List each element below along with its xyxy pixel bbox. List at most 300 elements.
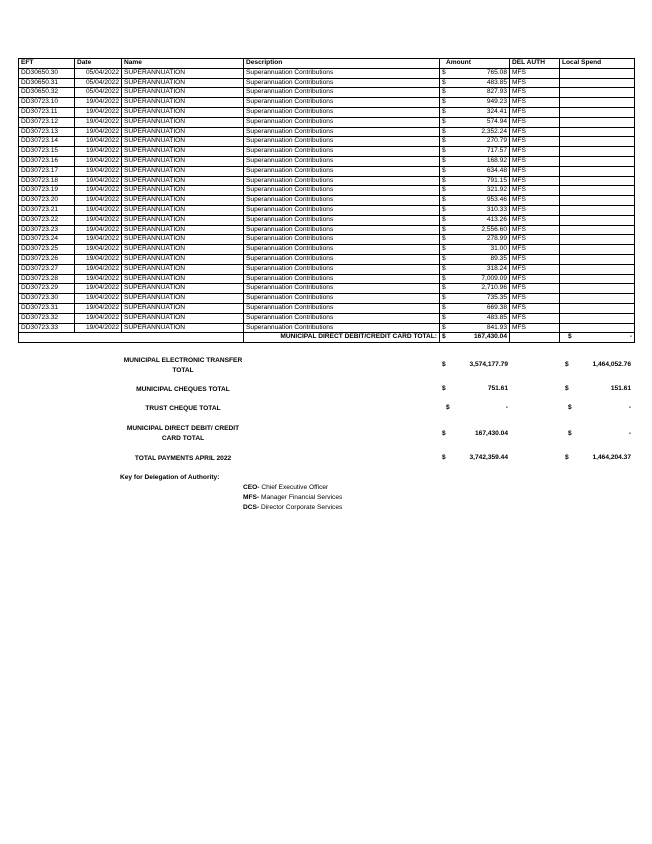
description-cell: Superannuation Contributions — [244, 284, 440, 294]
amount-value: 827.93 — [486, 88, 507, 96]
delegation-code: MFS- — [243, 494, 260, 501]
date-cell: 19/04/2022 — [75, 303, 122, 313]
currency-symbol: $ — [442, 274, 446, 282]
description-cell: Superannuation Contributions — [244, 137, 440, 147]
currency-symbol: $ — [442, 215, 446, 223]
amount-cell — [440, 166, 510, 176]
date-cell: 19/04/2022 — [75, 313, 122, 323]
summary-currency: $ — [442, 361, 446, 368]
local-spend-cell — [560, 303, 635, 313]
eft-cell: DD30723.17 — [19, 166, 75, 176]
del-auth-cell: MFS — [510, 78, 560, 88]
local-spend-cell — [560, 254, 635, 264]
date-cell: 19/04/2022 — [75, 284, 122, 294]
currency-symbol: $ — [442, 157, 446, 165]
del-auth-cell: MFS — [510, 196, 560, 206]
summary-currency-local: $ — [565, 361, 569, 368]
table-row — [19, 254, 635, 264]
table-row — [19, 186, 635, 196]
amount-value: 318.24 — [486, 264, 507, 272]
amount-cell — [440, 235, 510, 245]
summary-value: 167,430.04 — [474, 430, 508, 437]
delegation-description: Director Corporate Services — [259, 504, 343, 511]
description-cell: Superannuation Contributions — [244, 166, 440, 176]
summary-currency-local: $ — [568, 430, 572, 437]
eft-cell: DD30723.33 — [19, 323, 75, 333]
del-auth-cell: MFS — [510, 156, 560, 166]
name-cell: SUPERANNUATION — [122, 294, 244, 304]
table-row — [19, 323, 635, 333]
local-spend-cell — [560, 176, 635, 186]
date-cell: 19/04/2022 — [75, 254, 122, 264]
table-row — [19, 78, 635, 88]
local-spend-cell — [560, 78, 635, 88]
currency-symbol: $ — [442, 78, 446, 86]
date-cell: 19/04/2022 — [75, 137, 122, 147]
column-header-name: Name — [122, 59, 244, 69]
currency-symbol: $ — [442, 323, 446, 331]
payments-table — [18, 58, 635, 343]
local-spend-cell — [560, 117, 635, 127]
table-row — [19, 196, 635, 206]
currency-symbol: $ — [442, 196, 446, 204]
local-spend-cell — [560, 68, 635, 78]
amount-value: 483.85 — [486, 313, 507, 321]
date-cell: 19/04/2022 — [75, 186, 122, 196]
date-cell: 05/04/2022 — [75, 68, 122, 78]
amount-cell — [440, 303, 510, 313]
del-auth-cell: MFS — [510, 313, 560, 323]
amount-cell — [440, 107, 510, 117]
table-total-local-currency: $ — [568, 333, 572, 341]
del-auth-cell: MFS — [510, 245, 560, 255]
description-cell: Superannuation Contributions — [244, 117, 440, 127]
table-row — [19, 264, 635, 274]
amount-cell — [440, 68, 510, 78]
summary-label: MUNICIPAL DIRECT DEBIT/ CREDIT CARD TOTAL — [126, 425, 240, 442]
eft-cell: DD30650.30 — [19, 68, 75, 78]
table-row — [19, 137, 635, 147]
date-cell: 19/04/2022 — [75, 117, 122, 127]
name-cell: SUPERANNUATION — [122, 166, 244, 176]
currency-symbol: $ — [442, 68, 446, 76]
table-row — [19, 225, 635, 235]
table-row — [19, 215, 635, 225]
amount-value: 717.57 — [486, 147, 507, 155]
name-cell: SUPERANNUATION — [122, 176, 244, 186]
amount-cell — [440, 245, 510, 255]
table-row — [19, 166, 635, 176]
del-auth-cell: MFS — [510, 176, 560, 186]
amount-value: 2,710.96 — [481, 284, 507, 292]
eft-cell: DD30723.26 — [19, 254, 75, 264]
local-spend-cell — [560, 205, 635, 215]
delegation-key-item — [243, 484, 328, 491]
table-total-row — [19, 333, 635, 343]
table-row — [19, 88, 635, 98]
date-cell: 19/04/2022 — [75, 107, 122, 117]
table-row — [19, 127, 635, 137]
amount-cell — [440, 196, 510, 206]
currency-symbol: $ — [442, 284, 446, 292]
del-auth-cell: MFS — [510, 205, 560, 215]
local-spend-cell — [560, 284, 635, 294]
amount-value: 735.35 — [486, 294, 507, 302]
eft-cell: DD30723.25 — [19, 245, 75, 255]
del-auth-cell: MFS — [510, 323, 560, 333]
table-total-amount: 167,430.04 — [473, 333, 507, 341]
name-cell: SUPERANNUATION — [122, 264, 244, 274]
local-spend-cell — [560, 294, 635, 304]
date-cell: 19/04/2022 — [75, 205, 122, 215]
delegation-key-item — [243, 494, 342, 501]
del-auth-cell: MFS — [510, 215, 560, 225]
local-spend-cell — [560, 274, 635, 284]
amount-cell — [440, 186, 510, 196]
del-auth-cell: MFS — [510, 303, 560, 313]
description-cell: Superannuation Contributions — [244, 186, 440, 196]
description-cell: Superannuation Contributions — [244, 235, 440, 245]
description-cell: Superannuation Contributions — [244, 274, 440, 284]
eft-cell: DD30723.32 — [19, 313, 75, 323]
eft-cell: DD30723.18 — [19, 176, 75, 186]
eft-cell: DD30723.11 — [19, 107, 75, 117]
column-header-local-spend: Local Spend — [560, 59, 635, 69]
table-total-amount-cell — [440, 333, 510, 343]
summary-currency: $ — [446, 404, 450, 411]
table-row — [19, 68, 635, 78]
description-cell: Superannuation Contributions — [244, 264, 440, 274]
amount-value: 2,352.24 — [481, 127, 507, 135]
column-header-eft: EFT — [19, 59, 75, 69]
summary-label: MUNICIPAL CHEQUES TOTAL — [136, 386, 230, 393]
table-row — [19, 313, 635, 323]
eft-cell: DD30723.22 — [19, 215, 75, 225]
payments-table-body — [19, 68, 635, 333]
name-cell: SUPERANNUATION — [122, 156, 244, 166]
summary-currency-local: $ — [565, 385, 569, 392]
table-row — [19, 107, 635, 117]
eft-cell: DD30723.30 — [19, 294, 75, 304]
summary-value-local: 151.61 — [610, 385, 631, 392]
amount-cell — [440, 264, 510, 274]
currency-symbol: $ — [442, 206, 446, 214]
local-spend-cell — [560, 147, 635, 157]
del-auth-cell: MFS — [510, 186, 560, 196]
description-cell: Superannuation Contributions — [244, 313, 440, 323]
date-cell: 19/04/2022 — [75, 166, 122, 176]
table-header-row — [19, 59, 635, 69]
date-cell: 19/04/2022 — [75, 196, 122, 206]
del-auth-cell: MFS — [510, 294, 560, 304]
column-header-del-auth: DEL AUTH — [510, 59, 560, 69]
name-cell: SUPERANNUATION — [122, 303, 244, 313]
summary-value-local: - — [628, 404, 631, 411]
eft-cell: DD30723.15 — [19, 147, 75, 157]
currency-symbol: $ — [442, 225, 446, 233]
date-cell: 19/04/2022 — [75, 127, 122, 137]
description-cell: Superannuation Contributions — [244, 68, 440, 78]
local-spend-cell — [560, 88, 635, 98]
date-cell: 19/04/2022 — [75, 156, 122, 166]
name-cell: SUPERANNUATION — [122, 107, 244, 117]
amount-cell — [440, 156, 510, 166]
delegation-code: CEO- — [243, 484, 260, 491]
del-auth-cell: MFS — [510, 225, 560, 235]
column-header-description: Description — [244, 59, 440, 69]
amount-value: 953.46 — [486, 196, 507, 204]
eft-cell: DD30723.13 — [19, 127, 75, 137]
date-cell: 05/04/2022 — [75, 88, 122, 98]
amount-value: 791.15 — [486, 176, 507, 184]
amount-cell — [440, 98, 510, 108]
currency-symbol: $ — [442, 313, 446, 321]
local-spend-cell — [560, 196, 635, 206]
amount-value: 574.94 — [486, 117, 507, 125]
currency-symbol: $ — [442, 294, 446, 302]
name-cell: SUPERANNUATION — [122, 68, 244, 78]
description-cell: Superannuation Contributions — [244, 196, 440, 206]
amount-value: 669.38 — [486, 304, 507, 312]
name-cell: SUPERANNUATION — [122, 78, 244, 88]
del-auth-cell: MFS — [510, 98, 560, 108]
local-spend-cell — [560, 313, 635, 323]
local-spend-cell — [560, 264, 635, 274]
summary-label: TRUST CHEQUE TOTAL — [145, 405, 221, 412]
del-auth-cell: MFS — [510, 284, 560, 294]
amount-cell — [440, 225, 510, 235]
table-total-local-cell — [560, 333, 635, 343]
description-cell: Superannuation Contributions — [244, 323, 440, 333]
description-cell: Superannuation Contributions — [244, 303, 440, 313]
name-cell: SUPERANNUATION — [122, 196, 244, 206]
currency-symbol: $ — [442, 108, 446, 116]
table-row — [19, 156, 635, 166]
local-spend-cell — [560, 107, 635, 117]
amount-cell — [440, 147, 510, 157]
local-spend-cell — [560, 127, 635, 137]
summary-value: 3,574,177.79 — [469, 361, 508, 368]
date-cell: 19/04/2022 — [75, 294, 122, 304]
column-header-date: Date — [75, 59, 122, 69]
local-spend-cell — [560, 245, 635, 255]
name-cell: SUPERANNUATION — [122, 323, 244, 333]
amount-value: 168.92 — [486, 157, 507, 165]
del-auth-cell: MFS — [510, 274, 560, 284]
name-cell: SUPERANNUATION — [122, 205, 244, 215]
date-cell: 19/04/2022 — [75, 147, 122, 157]
local-spend-cell — [560, 137, 635, 147]
amount-value: 2,556.60 — [481, 225, 507, 233]
description-cell: Superannuation Contributions — [244, 98, 440, 108]
name-cell: SUPERANNUATION — [122, 225, 244, 235]
summary-value-local: 1,464,052.76 — [592, 361, 631, 368]
amount-cell — [440, 205, 510, 215]
eft-cell: DD30723.10 — [19, 98, 75, 108]
amount-value: 841.93 — [486, 323, 507, 331]
del-auth-cell: MFS — [510, 254, 560, 264]
table-row — [19, 176, 635, 186]
table-row — [19, 98, 635, 108]
name-cell: SUPERANNUATION — [122, 98, 244, 108]
del-auth-cell: MFS — [510, 264, 560, 274]
eft-cell: DD30723.12 — [19, 117, 75, 127]
amount-value: 483.85 — [486, 78, 507, 86]
summary-currency: $ — [442, 454, 446, 461]
del-auth-cell: MFS — [510, 137, 560, 147]
name-cell: SUPERANNUATION — [122, 88, 244, 98]
amount-cell — [440, 274, 510, 284]
name-cell: SUPERANNUATION — [122, 313, 244, 323]
eft-cell: DD30723.28 — [19, 274, 75, 284]
local-spend-cell — [560, 323, 635, 333]
amount-value: 89.35 — [490, 255, 507, 263]
description-cell: Superannuation Contributions — [244, 147, 440, 157]
amount-cell — [440, 215, 510, 225]
delegation-key-item — [243, 504, 342, 511]
eft-cell: DD30723.24 — [19, 235, 75, 245]
local-spend-cell — [560, 215, 635, 225]
currency-symbol: $ — [442, 304, 446, 312]
local-spend-cell — [560, 186, 635, 196]
description-cell: Superannuation Contributions — [244, 78, 440, 88]
delegation-code: DCS- — [243, 504, 260, 511]
description-cell: Superannuation Contributions — [244, 205, 440, 215]
del-auth-cell: MFS — [510, 117, 560, 127]
summary-value-local: - — [628, 430, 631, 437]
name-cell: SUPERANNUATION — [122, 147, 244, 157]
name-cell: SUPERANNUATION — [122, 284, 244, 294]
name-cell: SUPERANNUATION — [122, 127, 244, 137]
amount-value: 324.41 — [486, 108, 507, 116]
summary-value: 751.61 — [487, 385, 508, 392]
delegation-description: Manager Financial Services — [259, 494, 343, 501]
table-row — [19, 147, 635, 157]
table-row — [19, 245, 635, 255]
description-cell: Superannuation Contributions — [244, 88, 440, 98]
table-total-currency: $ — [442, 333, 446, 341]
date-cell: 19/04/2022 — [75, 235, 122, 245]
name-cell: SUPERANNUATION — [122, 137, 244, 147]
table-row — [19, 284, 635, 294]
eft-cell: DD30723.21 — [19, 205, 75, 215]
currency-symbol: $ — [442, 166, 446, 174]
del-auth-cell: MFS — [510, 107, 560, 117]
name-cell: SUPERANNUATION — [122, 235, 244, 245]
currency-symbol: $ — [442, 88, 446, 96]
date-cell: 19/04/2022 — [75, 245, 122, 255]
summary-label: TOTAL PAYMENTS APRIL 2022 — [134, 455, 232, 462]
date-cell: 19/04/2022 — [75, 225, 122, 235]
amount-value: 413.26 — [486, 215, 507, 223]
currency-symbol: $ — [442, 176, 446, 184]
name-cell: SUPERANNUATION — [122, 117, 244, 127]
amount-value: 949.23 — [486, 98, 507, 106]
currency-symbol: $ — [442, 117, 446, 125]
currency-symbol: $ — [442, 137, 446, 145]
currency-symbol: $ — [442, 147, 446, 155]
amount-cell — [440, 323, 510, 333]
del-auth-cell: MFS — [510, 147, 560, 157]
amount-value: 765.08 — [486, 68, 507, 76]
name-cell: SUPERANNUATION — [122, 274, 244, 284]
name-cell: SUPERANNUATION — [122, 254, 244, 264]
eft-cell: DD30723.29 — [19, 284, 75, 294]
table-row — [19, 294, 635, 304]
summary-value: - — [505, 404, 508, 411]
summary-currency-local: $ — [565, 454, 569, 461]
summary-label: MUNICIPAL ELECTRONIC TRANSFER TOTAL — [123, 357, 243, 374]
amount-value: 321.92 — [486, 186, 507, 194]
description-cell: Superannuation Contributions — [244, 254, 440, 264]
date-cell: 19/04/2022 — [75, 176, 122, 186]
date-cell: 05/04/2022 — [75, 78, 122, 88]
eft-cell: DD30723.16 — [19, 156, 75, 166]
del-auth-cell: MFS — [510, 235, 560, 245]
del-auth-cell: MFS — [510, 127, 560, 137]
date-cell: 19/04/2022 — [75, 215, 122, 225]
name-cell: SUPERANNUATION — [122, 245, 244, 255]
amount-cell — [440, 127, 510, 137]
table-row — [19, 303, 635, 313]
summary-currency-local: $ — [568, 404, 572, 411]
amount-cell — [440, 78, 510, 88]
amount-cell — [440, 137, 510, 147]
eft-cell: DD30723.23 — [19, 225, 75, 235]
description-cell: Superannuation Contributions — [244, 156, 440, 166]
currency-symbol: $ — [442, 98, 446, 106]
local-spend-cell — [560, 166, 635, 176]
local-spend-cell — [560, 235, 635, 245]
amount-cell — [440, 176, 510, 186]
column-header-amount: Amount — [440, 59, 510, 69]
table-row — [19, 274, 635, 284]
table-total-del-auth — [510, 333, 560, 343]
amount-cell — [440, 313, 510, 323]
description-cell: Superannuation Contributions — [244, 176, 440, 186]
delegation-key-title: Key for Delegation of Authority: — [120, 474, 220, 481]
del-auth-cell: MFS — [510, 68, 560, 78]
description-cell: Superannuation Contributions — [244, 107, 440, 117]
amount-value: 310.33 — [486, 206, 507, 214]
eft-cell: DD30650.31 — [19, 78, 75, 88]
eft-cell: DD30723.14 — [19, 137, 75, 147]
delegation-description: Chief Executive Officer — [259, 484, 329, 491]
description-cell: Superannuation Contributions — [244, 215, 440, 225]
eft-cell: DD30650.32 — [19, 88, 75, 98]
description-cell: Superannuation Contributions — [244, 127, 440, 137]
table-row — [19, 235, 635, 245]
date-cell: 19/04/2022 — [75, 264, 122, 274]
description-cell: Superannuation Contributions — [244, 294, 440, 304]
amount-value: 31.00 — [490, 245, 507, 253]
eft-cell: DD30723.27 — [19, 264, 75, 274]
eft-cell: DD30723.31 — [19, 303, 75, 313]
date-cell: 19/04/2022 — [75, 274, 122, 284]
local-spend-cell — [560, 98, 635, 108]
date-cell: 19/04/2022 — [75, 98, 122, 108]
eft-cell: DD30723.19 — [19, 186, 75, 196]
currency-symbol: $ — [442, 245, 446, 253]
summary-currency: $ — [442, 430, 446, 437]
eft-cell: DD30723.20 — [19, 196, 75, 206]
currency-symbol: $ — [442, 186, 446, 194]
summary-value: 3,742,359.44 — [469, 454, 508, 461]
amount-value: 7,009.09 — [481, 274, 507, 282]
amount-cell — [440, 88, 510, 98]
del-auth-cell: MFS — [510, 166, 560, 176]
summary-value-local: 1,464,204.37 — [592, 454, 631, 461]
